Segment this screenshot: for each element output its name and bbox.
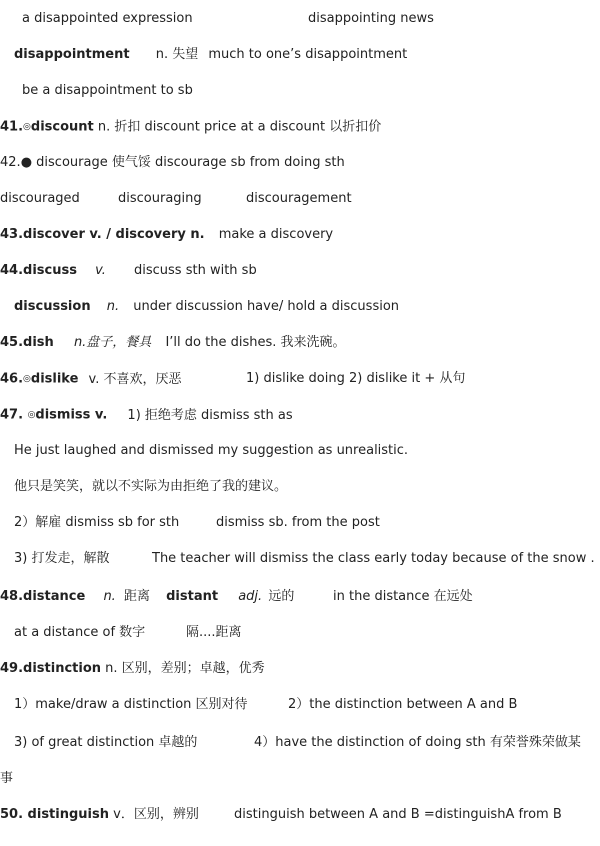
usage: 2）the distinction between A and B bbox=[288, 697, 518, 712]
distance-phrase bbox=[333, 588, 473, 606]
word-discouraging bbox=[118, 190, 202, 208]
usage: 3) of great distinction 卓越的 bbox=[14, 735, 198, 750]
phrase: be a disappointment to sb bbox=[22, 83, 193, 98]
headword: discount bbox=[30, 119, 94, 135]
word-discouragement bbox=[246, 190, 352, 208]
phrase: a disappointed expression bbox=[22, 11, 193, 26]
example: He just laughed and dismissed my suggestion as unrealistic. bbox=[14, 443, 409, 458]
part-of-speech-2: adj. bbox=[238, 589, 263, 604]
entry-discuss bbox=[0, 262, 257, 280]
phrase: discuss sth with sb bbox=[134, 263, 257, 278]
entry-number: 41. bbox=[0, 119, 24, 135]
usage: distinguish between A and B =distinguishA from B bbox=[234, 807, 562, 822]
entry-distance bbox=[0, 588, 294, 606]
headword: disappointment bbox=[14, 47, 130, 62]
part-of-speech: n. 失望 bbox=[155, 47, 199, 62]
phrase: make a discovery bbox=[218, 227, 334, 242]
headword: discussion bbox=[14, 299, 91, 314]
headword: dislike bbox=[30, 371, 79, 387]
headword: 44.discuss bbox=[0, 263, 77, 278]
entry-discussion bbox=[14, 298, 399, 316]
phrase: under discussion have/ hold a discussion bbox=[133, 299, 400, 314]
word-form: discouragement bbox=[246, 191, 352, 206]
key-mark-icon: ◎ bbox=[23, 122, 31, 132]
distinction-usage-2 bbox=[288, 696, 517, 714]
example: I’ll do the dishes. 我来洗碗。 bbox=[165, 335, 346, 350]
dislike-usage bbox=[246, 370, 465, 388]
definition: n. 折扣 discount price at a discount 以折扣价 bbox=[93, 119, 382, 135]
entry-discount bbox=[0, 118, 381, 137]
definition: n. 区别，差别；卓越，优秀 bbox=[101, 661, 265, 676]
word-discouraged bbox=[0, 190, 80, 208]
entry-number: 47. bbox=[0, 407, 28, 423]
usage: 3) 打发走，解散 bbox=[14, 551, 110, 566]
usage: 1) dislike doing 2) dislike it + 从句 bbox=[246, 371, 466, 386]
word-form: discouraged bbox=[0, 191, 80, 206]
entry-discourage bbox=[0, 154, 345, 172]
headword: 49.distinction bbox=[0, 661, 102, 676]
part-of-speech: n. bbox=[103, 589, 116, 604]
usage: 事 bbox=[0, 771, 14, 786]
dismiss-sense-2b bbox=[216, 514, 380, 532]
example-dismiss bbox=[14, 442, 408, 460]
line-be-a-disappointment bbox=[22, 82, 193, 100]
entry-dislike bbox=[0, 370, 182, 389]
headword: 43.discover v. / discovery n. bbox=[0, 227, 205, 242]
phrase: at a distance of 数字 bbox=[14, 625, 146, 640]
definition: 1) 拒绝考虑 dismiss sth as bbox=[127, 407, 293, 423]
key-mark-icon: ◎ bbox=[23, 374, 31, 384]
headword: 45.dish bbox=[0, 335, 54, 350]
definition: discourage 使气馁 discourage sb from doing sth bbox=[32, 155, 345, 170]
definition: v．区别，辨别 bbox=[109, 807, 199, 822]
entry-distinction bbox=[0, 660, 265, 678]
dismiss-sense-3 bbox=[14, 550, 109, 568]
translation: 他只是笑笑，就以不实际为由拒绝了我的建议。 bbox=[14, 479, 288, 494]
line-disappointed bbox=[22, 10, 193, 28]
headword-2: distant bbox=[166, 589, 219, 604]
distinction-usage-1 bbox=[14, 696, 248, 714]
definition-2: 远的 bbox=[268, 589, 295, 604]
usage: 4）have the distinction of doing sth 有荣誉殊荣做某 bbox=[254, 735, 581, 750]
distinguish-usage bbox=[234, 806, 562, 824]
entry-number: 42. bbox=[0, 155, 21, 170]
definition: 距离 bbox=[123, 589, 150, 604]
definition: v. 不喜欢，厌恶 bbox=[84, 371, 182, 387]
entry-discover bbox=[0, 226, 333, 244]
distance-usage bbox=[14, 624, 145, 642]
usage: 2）解雇 dismiss sb for sth bbox=[14, 515, 180, 530]
entry-dismiss bbox=[0, 406, 293, 425]
entry-number: 46. bbox=[0, 371, 24, 387]
usage: 1）make/draw a distinction 区别对待 bbox=[14, 697, 248, 712]
distance-meaning bbox=[186, 624, 242, 642]
key-mark-icon: ◎ bbox=[27, 410, 36, 420]
entry-disappointment bbox=[14, 46, 407, 64]
entry-dish bbox=[0, 334, 346, 352]
entry-distinguish bbox=[0, 806, 199, 824]
part-of-speech: n.盘子，餐具 bbox=[73, 335, 152, 350]
headword: 50. distinguish bbox=[0, 807, 109, 822]
distinction-usage-4-wrap bbox=[0, 770, 13, 788]
example: The teacher will dismiss the class early today because of the snow . bbox=[152, 551, 595, 566]
distinction-usage-4 bbox=[254, 734, 581, 752]
example-translation bbox=[14, 478, 287, 496]
phrase: disappointing news bbox=[308, 11, 434, 26]
part-of-speech: n. bbox=[106, 299, 120, 314]
distinction-usage-3 bbox=[14, 734, 197, 752]
phrase: much to one’s disappointment bbox=[208, 47, 408, 62]
word-form: discouraging bbox=[118, 191, 202, 206]
meaning: 隔....距离 bbox=[186, 625, 242, 640]
line-disappointing bbox=[308, 10, 434, 28]
key-mark-icon: ● bbox=[20, 155, 33, 170]
usage: dismiss sb. from the post bbox=[216, 515, 380, 530]
headword: dismiss v. bbox=[35, 407, 108, 423]
part-of-speech: v. bbox=[95, 263, 106, 278]
phrase: in the distance 在远处 bbox=[333, 589, 473, 604]
headword: 48.distance bbox=[0, 589, 86, 604]
dismiss-sense-2 bbox=[14, 514, 179, 532]
dismiss-example-3 bbox=[152, 550, 595, 568]
